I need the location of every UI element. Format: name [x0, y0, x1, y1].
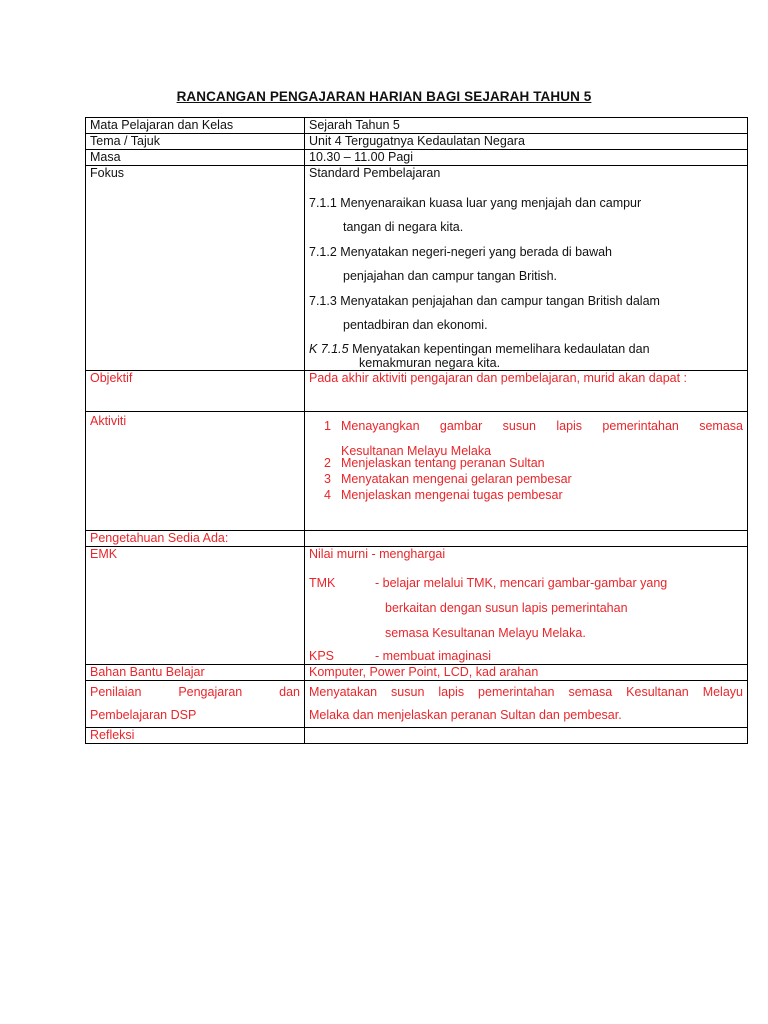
penilaian-label-line: Penilaian Pengajaran dan	[90, 685, 300, 699]
row-value-pengetahuan	[305, 531, 748, 547]
row-label-penilaian	[86, 681, 305, 728]
fokus-text: Menyatakan negeri-negeri yang berada di bawah	[340, 245, 613, 259]
fokus-text-cont: kemakmuran negara kita.	[359, 356, 501, 370]
fokus-text: Menyatakan penjajahan dan campur tangan British dalam	[340, 294, 660, 308]
row-label-tema: Tema / Tajuk	[86, 134, 305, 150]
lesson-plan-table	[85, 117, 748, 744]
aktiviti-cell	[305, 412, 748, 531]
fokus-item	[309, 342, 743, 370]
fokus-text: Menyenaraikan kuasa luar yang menjajah dan campur	[340, 196, 642, 210]
list-item-number: 2	[324, 456, 331, 470]
list-item	[309, 472, 743, 487]
fokus-heading: Standard Pembelajaran	[309, 166, 441, 180]
table-row	[86, 665, 748, 681]
row-label-pengetahuan: Pengetahuan Sedia Ada:	[86, 531, 305, 547]
emk-kps	[309, 649, 743, 664]
table-row	[86, 681, 748, 728]
penilaian-value-line: Menyatakan susun lapis pemerintahan semasa Kesultanan Melayu	[309, 685, 743, 699]
emk-kps-value: - membuat imaginasi	[375, 649, 492, 663]
table-row	[86, 547, 748, 665]
page-title: RANCANGAN PENGAJARAN HARIAN BAGI SEJARAH TAHUN 5	[176, 89, 592, 104]
list-item-number: 1	[324, 419, 331, 433]
row-label-fokus: Fokus	[86, 166, 305, 371]
fokus-text-cont: penjajahan dan campur tangan British.	[343, 269, 558, 283]
fokus-code: 7.1.1	[309, 196, 337, 210]
table-row	[86, 531, 748, 547]
list-item-number: 3	[324, 472, 331, 486]
fokus-item	[309, 289, 743, 337]
emk-tmk-key: TMK	[309, 576, 336, 590]
list-item-text: Menayangkan gambar susun lapis pemerintahan semasa	[341, 419, 743, 433]
row-label-emk: EMK	[86, 547, 305, 665]
list-item-text: Menjelaskan tentang peranan Sultan	[341, 456, 545, 470]
fokus-code: K 7.1.5	[309, 342, 349, 356]
table-row	[86, 728, 748, 744]
aktiviti-list	[309, 414, 743, 503]
emk-tmk	[309, 571, 743, 646]
list-item	[309, 488, 743, 503]
row-label-aktiviti: Aktiviti	[86, 412, 305, 531]
row-value-tema: Unit 4 Tergugatnya Kedaulatan Negara	[305, 134, 748, 150]
fokus-item	[309, 240, 743, 288]
row-label-objektif: Objektif	[86, 371, 305, 412]
emk-cell	[305, 547, 748, 665]
table-row	[86, 371, 748, 412]
row-value-masa: 10.30 – 11.00 Pagi	[305, 150, 748, 166]
emk-nilai: Nilai murni - menghargai	[309, 547, 446, 561]
list-item-text: Menyatakan mengenai gelaran pembesar	[341, 472, 572, 486]
fokus-cell	[305, 166, 748, 371]
row-label-mata-pelajaran: Mata Pelajaran dan Kelas	[86, 118, 305, 134]
table-row	[86, 118, 748, 134]
row-label-bahan: Bahan Bantu Belajar	[86, 665, 305, 681]
row-value-bahan: Komputer, Power Point, LCD, kad arahan	[305, 665, 748, 681]
penilaian-value-line: Melaka dan menjelaskan peranan Sultan dan pembesar.	[309, 708, 622, 722]
row-label-refleksi: Refleksi	[86, 728, 305, 744]
row-value-refleksi	[305, 728, 748, 744]
emk-tmk-line: semasa Kesultanan Melayu Melaka.	[385, 626, 586, 640]
emk-tmk-body	[375, 571, 667, 646]
emk-kps-key: KPS	[309, 649, 335, 663]
emk-tmk-line: berkaitan dengan susun lapis pemerintahan	[385, 601, 628, 615]
table-row	[86, 150, 748, 166]
table-row	[86, 134, 748, 150]
fokus-text-cont: tangan di negara kita.	[343, 220, 464, 234]
row-label-masa: Masa	[86, 150, 305, 166]
fokus-text: Menyatakan kepentingan memelihara kedaulatan dan	[352, 342, 650, 356]
list-item-text-cont: Kesultanan Melayu Melaka	[341, 444, 492, 458]
row-value-objektif: Pada akhir aktiviti pengajaran dan pembelajaran, murid akan dapat :	[305, 371, 748, 412]
table-row	[86, 166, 748, 371]
fokus-text-cont: pentadbiran dan ekonomi.	[343, 318, 488, 332]
emk-tmk-line: - belajar melalui TMK, mencari gambar-gambar yang	[375, 576, 668, 590]
fokus-code: 7.1.3	[309, 294, 337, 308]
list-item-number: 4	[324, 488, 331, 502]
fokus-item	[309, 191, 743, 239]
fokus-code: 7.1.2	[309, 245, 337, 259]
row-value-penilaian	[305, 681, 748, 728]
row-value-mata-pelajaran: Sejarah Tahun 5	[305, 118, 748, 134]
list-item-text: Menjelaskan mengenai tugas pembesar	[341, 488, 563, 502]
table-row	[86, 412, 748, 531]
penilaian-label-line: Pembelajaran DSP	[90, 708, 197, 722]
